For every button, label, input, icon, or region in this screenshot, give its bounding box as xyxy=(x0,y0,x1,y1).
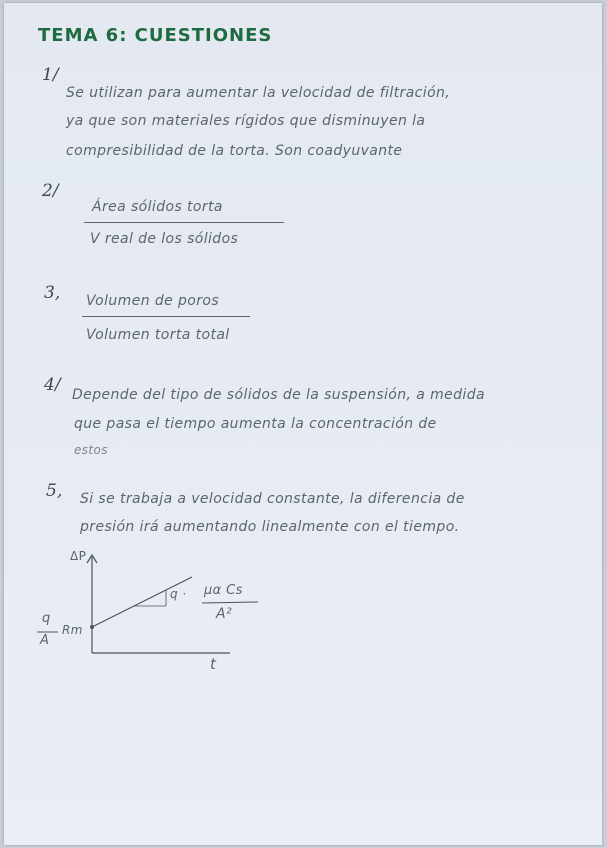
paper-sheet xyxy=(4,3,602,845)
q2-denominator: V real de los sólidos xyxy=(90,231,239,247)
q2-number: 2/ xyxy=(42,181,59,201)
slope-prefix: q · xyxy=(170,587,187,601)
intercept-denominator: A xyxy=(40,633,50,648)
q1-number: 1/ xyxy=(42,65,59,85)
q1-line-3: compresibilidad de la torta. Son coadyuvante xyxy=(66,143,403,159)
slope-denominator: A² xyxy=(216,606,232,622)
q4-line-1: Depende del tipo de sólidos de la suspensión, a medida xyxy=(72,387,485,403)
q4-line-3: estos xyxy=(74,443,108,457)
q5-line-1: Si se trabaja a velocidad constante, la diferencia de xyxy=(80,491,465,507)
intercept-suffix: Rm xyxy=(62,623,83,637)
q3-number: 3, xyxy=(44,283,61,303)
q1-line-1: Se utilizan para aumentar la velocidad de filtración, xyxy=(66,85,451,101)
pressure-line xyxy=(92,577,192,627)
intercept-point xyxy=(90,625,94,629)
pressure-time-graph xyxy=(4,3,602,845)
q3-numerator: Volumen de poros xyxy=(86,293,220,309)
q4-number: 4/ xyxy=(44,375,61,395)
q3-denominator: Volumen torta total xyxy=(86,327,230,343)
x-axis-label: t xyxy=(210,655,217,673)
q5-number: 5, xyxy=(46,481,63,501)
intercept-numerator: q xyxy=(42,611,51,626)
q2-numerator: Área sólidos torta xyxy=(92,199,223,215)
q5-line-2: presión irá aumentando linealmente con el tiempo. xyxy=(80,519,460,535)
y-axis-label: ΔP xyxy=(70,549,87,563)
q1-line-2: ya que son materiales rígidos que disminuyen la xyxy=(66,113,426,129)
q4-line-2: que pasa el tiempo aumenta la concentración de xyxy=(74,416,437,432)
page-title: TEMA 6: CUESTIONES xyxy=(38,25,273,46)
slope-fraction-line xyxy=(202,602,258,603)
slope-numerator: μα Cs xyxy=(204,583,243,598)
